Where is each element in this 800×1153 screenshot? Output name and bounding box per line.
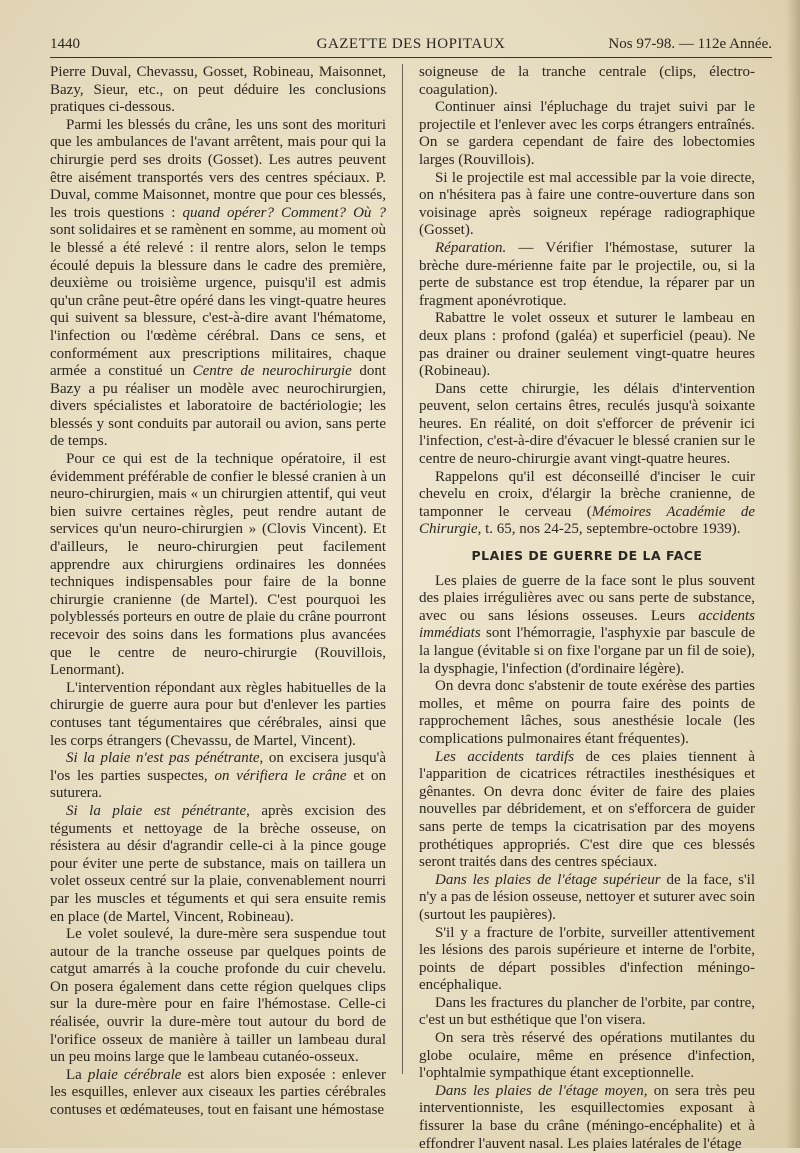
right-column xyxy=(419,64,755,1153)
paragraph xyxy=(419,64,755,99)
paragraph xyxy=(50,117,386,451)
text-run: de la face, s'il n'y a pas de lésion osseuse, nettoyer et suturer avec soin (surtout les paupières). xyxy=(419,871,755,923)
text-run: Continuer ainsi l'épluchage du trajet suivi par le projectile et l'enlever avec les corps étrangers entraînés. On se gardera cependant de faire des lobectomies larges (Rouvillois). xyxy=(419,99,755,168)
left-column xyxy=(50,64,386,1120)
text-run: , on sera très peu interventionniste, les esquillectomies exposant à fissurer la base du crâne (méningo-encéphalite) et à effondrer l'auvent nasal. Les plaies latérales de l'étage xyxy=(419,1082,756,1152)
text-run: sont solidaires et se ramènent en somme, au moment où le blessé a été relevé : il rentre alors, selon le temps écoulé depuis la blessure dans le cadre des première, deuxième ou troisième urgence, puisqu'il est admis qu'un crâne peut-être opéré dans les vingt-quatre heures qui suivent sa blessure, c'est-à-dire avant l'hématome, l'infection ou l'œdème cérébral. Dans ce sens, et conformément aux prescriptions militaires, chaque armée a constitué un xyxy=(50,222,386,380)
page-number: 1440 xyxy=(50,36,80,52)
italic-text: quand opérer? Comment? Où ? xyxy=(182,204,386,221)
issue-number: Nos 97-98. — 112e Année. xyxy=(608,36,772,52)
text-run: Pierre Duval, Chevassu, Gosset, Robineau, Maisonnet, Bazy, Sieur, etc., on peut déduire les conclusions pratiques ci-dessous. xyxy=(50,64,386,116)
text-run: et on suturera. xyxy=(50,767,387,802)
text-run: Le volet soulevé, la dure-mère sera suspendue tout autour de la tranche osseuse par quelques points de catgut amarrés à la couche profonde du cuir chevelu. On posera également dans cette région quelques clips sur la dure-mère pour en faire l'hémostase. Celle-ci réalisée, ouvrir la dure-mère tout autour du bord de l'orifice osseux de manière à tailler un lambeau dural un peu moins large que le lambeau cutanéo-osseux. xyxy=(50,926,386,1066)
running-header xyxy=(50,36,772,56)
paragraph xyxy=(419,1030,755,1083)
text-run: La xyxy=(66,1066,88,1083)
text-run: — Vérifier l'hémostase, suturer la brèche dure-mérienne faite par le projectile, ou, si la perte de substance est trop étendue, la réparer par un fragment aponévrotique. xyxy=(419,239,755,309)
italic-text: Dans les plaies de l'étage moyen xyxy=(435,1082,644,1099)
column-divider xyxy=(402,64,403,1074)
paragraph xyxy=(419,1083,755,1153)
paragraph xyxy=(50,803,386,926)
text-run: Rabattre le volet osseux et suturer le lambeau en deux plans : profond (galéa) et superficiel (peau). Ne pas drainer ou drainer seulement vingt-quatre heures (Robineau). xyxy=(419,310,755,380)
text-run: , on excisera jusqu'à l'os les parties suspectes, xyxy=(50,750,387,784)
paragraph xyxy=(419,925,755,995)
text-run: Si le projectile est mal accessible par la voie directe, on n'hésitera pas à faire une contre-ouverture dans son voisinage après soigneux repérage radiographique (Gosset). xyxy=(419,169,755,239)
paragraph xyxy=(419,573,755,679)
paragraph xyxy=(419,749,755,872)
paragraph xyxy=(50,64,386,117)
paragraph xyxy=(419,240,755,310)
text-run: L'intervention répondant aux règles habituelles de la chirurgie de guerre aura pour but d'enlever les parties contuses tant tégumentaires que cérébrales, ainsi que les corps étrangers (Chevassu, de Martel, Vincent). xyxy=(50,679,386,749)
paragraph xyxy=(50,680,386,750)
journal-title: GAZETTE DES HOPITAUX xyxy=(316,36,506,52)
text-run: soigneuse de la tranche centrale (clips, électro-coagulation). xyxy=(419,64,755,98)
italic-text: on vérifiera le crâne xyxy=(214,767,347,784)
text-run: sont l'hémorragie, l'asphyxie par bascule de la langue (évitable si on fixe l'organe par un fil de soie), la dysphagie, l'infection (d'ordinaire légère). xyxy=(419,625,755,677)
paragraph xyxy=(419,995,755,1030)
header-rule xyxy=(50,57,772,58)
italic-text: Les accidents tardifs xyxy=(435,748,575,765)
paragraph xyxy=(419,872,755,925)
text-run: dont Bazy a pu réaliser un modèle avec neurochirurgien, divers spécialistes et laboratoire de bactériologie; les blessés y sont conduits par autorail ou avion, sans perte de temps. xyxy=(50,363,386,450)
section-heading: PLAIES DE GUERRE DE LA FACE xyxy=(471,548,703,564)
text-run: Pour ce qui est de la technique opératoire, il est évidemment préférable de confier le blessé cranien à un neuro-chirurgien, mais « un chirurgien attentif, qui veut bien suivre certaines règles, peut rendre autant de services qu'un neuro-chirurgien » (Clovis Vincent). Et d'ailleurs, le neuro-chirurgien peut facilement apprendre aux chirurgiens ordinaires les données techniques indispensables pour faire de la bonne chirurgie cranienne (de Martel). C'est pourquoi les polyblessés porteurs en outre de plaie du crâne pourront recevoir des soins dans les formations plus avancées que le centre de neuro-chirurgie (Rouvillois, Lenormant). xyxy=(50,451,386,679)
page-edge-shadow xyxy=(786,0,800,1148)
text-run: S'il y a fracture de l'orbite, surveiller attentivement les lésions des parois supérieure et interne de l'orbite, points de départ possibles d'infection méningo-encéphalique. xyxy=(419,924,755,994)
text-run: , t. 65, nos 24-25, septembre-octobre 1939). xyxy=(477,521,741,538)
paragraph xyxy=(419,99,755,169)
text-run: On sera très réservé des opérations mutilantes du globe oculaire, même en présence d'infection, l'ophtalmie sympathique étant exceptionnelle. xyxy=(419,1030,755,1082)
text-run: Dans les fractures du plancher de l'orbite, par contre, c'est un but esthétique que l'on visera. xyxy=(419,994,755,1029)
italic-text: Si la plaie n'est pas pénétrante xyxy=(66,750,260,767)
italic-text: Si la plaie est pénétrante xyxy=(66,802,247,819)
italic-text: Dans les plaies de l'étage supérieur xyxy=(435,871,661,888)
paragraph xyxy=(419,469,755,539)
text-run: On devra donc s'abstenir de toute exérèse des parties molles, et même on pourra faire des points de rapprochement lâches, sous anesthésie locale (les complications pulmonaires étant fréquentes). xyxy=(419,678,755,747)
text-run: Dans cette chirurgie, les délais d'intervention peuvent, selon certains êtres, reculés jusqu'à soixante heures. En réalité, on doit s'efforcer de prévenir ici l'infection, c'est-à-dire d'évacuer le blessé cranien sur le centre de neuro-chirurgie avant vingt-quatre heures. xyxy=(419,380,755,468)
text-run: Les plaies de guerre de la face sont le plus souvent des plaies irrégulières avec ou sans perte de substance, avec ou sans lésions osseuses. Leurs xyxy=(419,572,755,624)
text-run: est alors bien exposée : enlever les esquilles, enlever aux ciseaux les parties cérébrales contuses et œdémateuses, tout en faisant une hémostase xyxy=(50,1066,386,1119)
paragraph xyxy=(419,381,755,469)
text-run: Parmi les blessés du crâne, les uns sont des morituri que les ambulances de l'avant arrêtent, mais pour qui la chirurgie perd ses droits (Gosset). Les autres peuvent être aisément transportés vers des centres spéciaux. P. Duval, comme Maisonnet, montre que pour ces blessés, les trois questions : xyxy=(50,116,386,221)
paragraph xyxy=(419,678,755,748)
text-run: de ces plaies tiennent à l'apparition de cicatrices rétractiles inesthésiques et gênantes. On devra donc éviter de faire des plaies nouvelles par débridement, et on s'efforcera de guider sans perte de temps la cicatrisation par des moyens prothétiques appropriés. C'est dire que ces blessés seront traités dans des centres spéciaux. xyxy=(419,748,755,871)
italic-text: Réparation. xyxy=(435,239,507,256)
italic-text: Centre de neurochirurgie xyxy=(192,363,352,380)
text-run: Rappelons qu'il est déconseillé d'inciser le cuir chevelu en croix, d'élargir la brèche cranienne, de tamponner le cerveau ( xyxy=(419,468,755,520)
paragraph xyxy=(50,926,386,1067)
paragraph xyxy=(419,310,755,380)
italic-text: plaie cérébrale xyxy=(87,1066,182,1083)
paragraph xyxy=(50,451,386,680)
italic-text: Mémoires Académie de Chirurgie xyxy=(419,503,755,538)
paragraph xyxy=(419,170,755,240)
paragraph xyxy=(50,1067,386,1120)
italic-text: accidents immédiats xyxy=(419,607,755,642)
text-run: , après excision des téguments et nettoyage de la brèche osseuse, on résistera au désir d'agrandir celle-ci à la pince gouge pour éviter une perte de substance, mais on taillera un volet osseux centré sur la plaie, convenablement nourri par les muscles et téguments et qui sera ensuite remis en place (de Martel, Vincent, Robineau). xyxy=(50,802,386,925)
paragraph xyxy=(50,750,386,803)
